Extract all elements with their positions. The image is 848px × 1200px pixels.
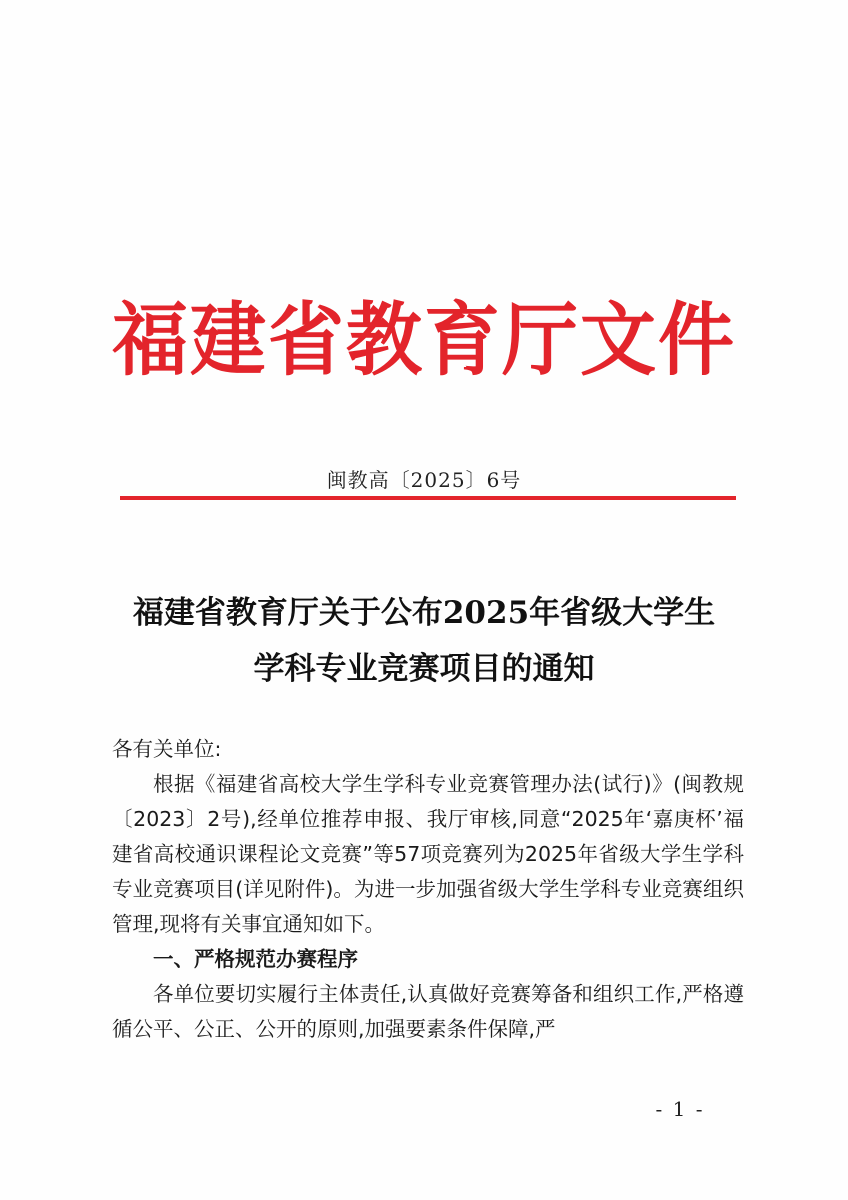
title-line-1: 福建省教育厅关于公布2025年省级大学生 bbox=[132, 595, 716, 631]
section-heading-1: 一、严格规范办赛程序 bbox=[153, 947, 358, 971]
document-number: 闽教高〔2025〕6号 bbox=[326, 468, 522, 492]
page-number: - 1 - bbox=[655, 1097, 705, 1121]
salutation: 各有关单位: bbox=[112, 737, 222, 761]
title-line-2: 学科专业竞赛项目的通知 bbox=[253, 651, 595, 687]
paragraph-section-1: 各单位要切实履行主体责任,认真做好竞赛筹备和组织工作,严格遵循公平、公正、公开的原则,加强要素条件保障,严 bbox=[112, 982, 744, 1041]
red-divider-rule bbox=[120, 496, 736, 500]
issuer-header: 福建省教育厅文件 bbox=[112, 292, 736, 387]
document-title bbox=[60, 585, 788, 697]
paragraph-intro: 根据《福建省高校大学生学科专业竞赛管理办法(试行)》(闽教规〔2023〕2号),经单位推荐申报、我厅审核,同意“2025年‘嘉庚杯’福建省高校通识课程论文竞赛”等57项竞赛列为2025年省级大学生学科专业竞赛项目(详见附件)。为进一步加强省级大学生学科专业竞赛组织管理,现将有关事宜通知如下。 bbox=[112, 772, 744, 936]
document-body bbox=[112, 732, 744, 1047]
